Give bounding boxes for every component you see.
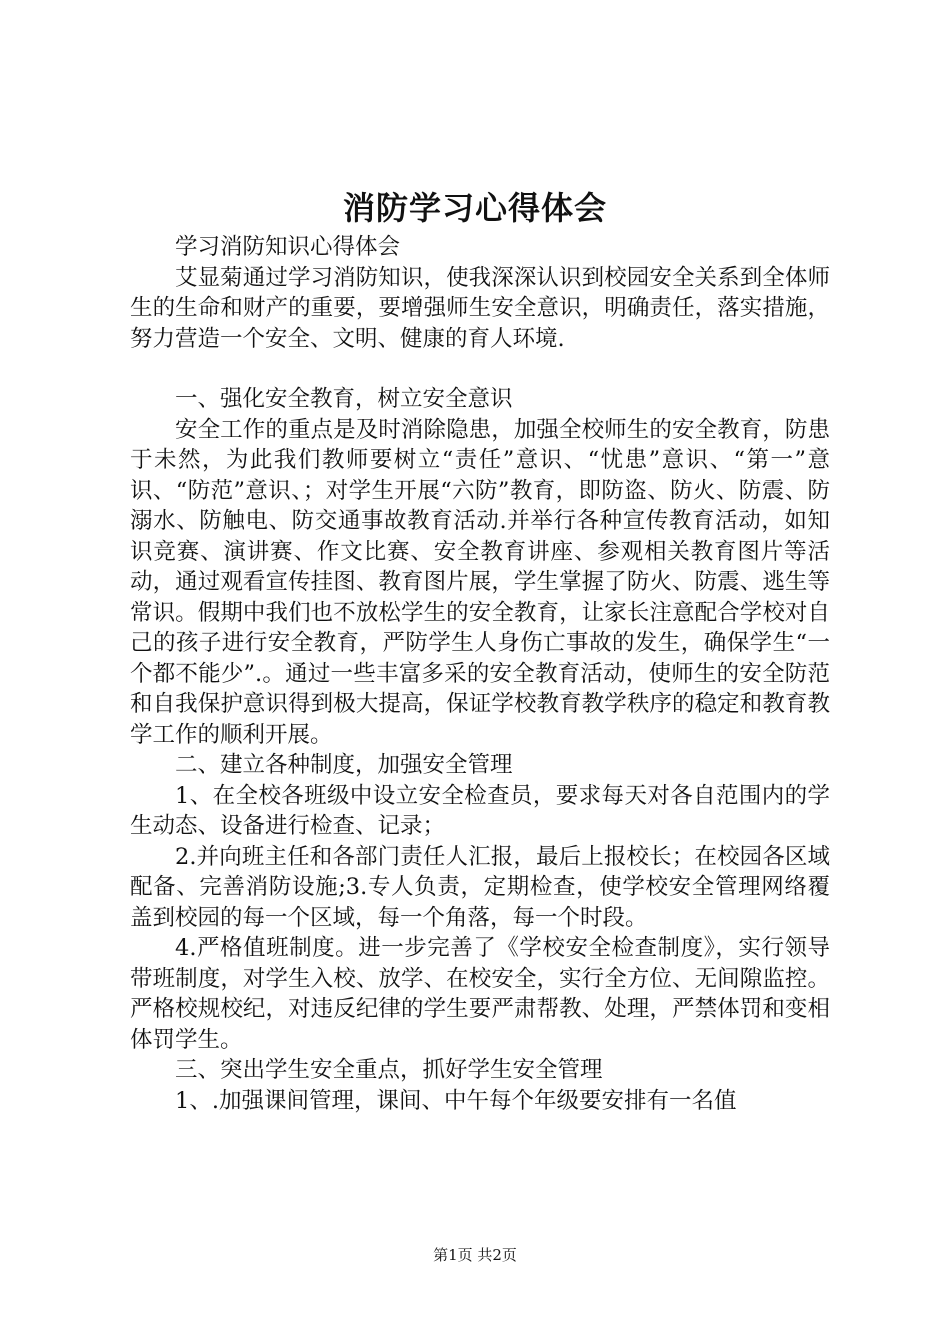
paragraph-section-3-item-1: 1、.加强课间管理，课间、中午每个年级要安排有一名值 [175, 1087, 737, 1114]
document-body [130, 232, 830, 1116]
paragraph-item-1: 1、在全校各班级中设立安全检查员，要求每天对各自范围内的学生动态、设备进行检查、记录； [130, 782, 830, 839]
section-heading-1: 一、强化安全教育，树立安全意识 [175, 386, 513, 412]
section-heading-3: 三、突出学生安全重点，抓好学生安全管理 [175, 1057, 603, 1083]
paragraph-subtitle: 学习消防知识心得体会 [175, 234, 401, 260]
paragraph-intro: 艾显菊通过学习消防知识，使我深深认识到校园安全关系到全体师生的生命和财产的重要，要增强师生安全意识，明确责任，落实措施，努力营造一个安全、文明、健康的育人环境. [130, 264, 830, 352]
page-number-footer: 第1页 共2页 [433, 1246, 517, 1264]
paragraph-section-1: 安全工作的重点是及时消除隐患，加强全校师生的安全教育，防患于未然，为此我们教师要树立“责任”意识、“忧患”意识、“第一”意识、“防范”意识、；对学生开展“六防”教育，即防盗、防火、防震、防溺水、防触电、防交通事故教育活动.并举行各种宣传教育活动，如知识竞赛、演讲赛、作文比赛、安全教育讲座、参观相关教育图片等活动，通过观看宣传挂图、教育图片展，学生掌握了防火、防震、逃生等常识。假期中我们也不放松学生的安全教育，让家长注意配合学校对自己的孩子进行安全教育，严防学生人身伤亡事故的发生，确保学生“一个都不能少”.。通过一些丰富多采的安全教育活动，使师生的安全防范和自我保护意识得到极大提高，保证学校教育教学秩序的稳定和教育教学工作的顺利开展。 [130, 416, 830, 748]
paragraph-item-4: 4.严格值班制度。进一步完善了《学校安全检查制度》，实行领导带班制度，对学生入校、放学、在校安全，实行全方位、无间隙监控。严格校规校纪，对违反纪律的学生要严肃帮教、处理，严禁体罚和变相体罚学生。 [130, 935, 830, 1053]
section-heading-2: 二、建立各种制度，加强安全管理 [175, 752, 513, 778]
document-title: 消防学习心得体会 [342, 189, 607, 227]
paragraph-spacer [130, 354, 830, 384]
paragraph-item-2: 2.并向班主任和各部门责任人汇报，最后上报校长；在校园各区域配备、完善消防设施;3.专人负责，定期检查，使学校安全管理网络覆盖到校园的每一个区域，每一个角落，每一个时段。 [130, 843, 830, 931]
